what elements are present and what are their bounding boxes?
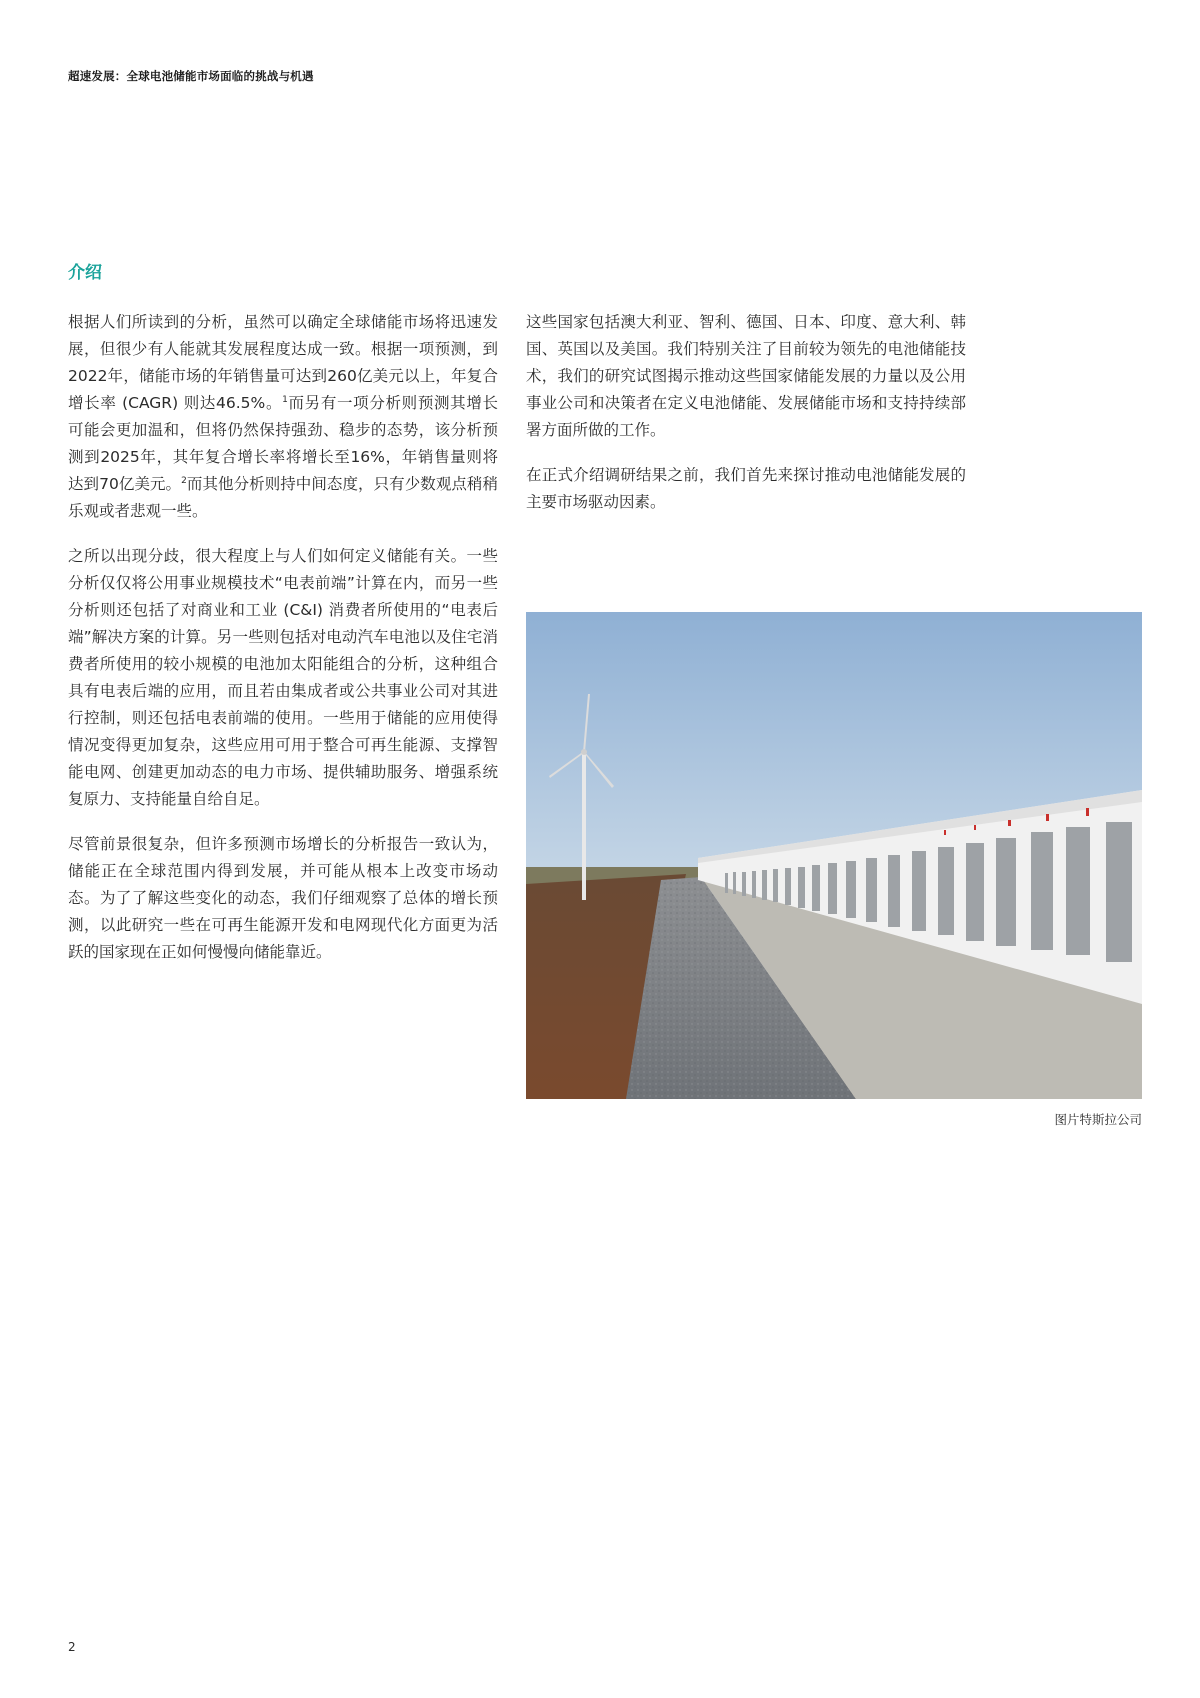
paragraph: 之所以出现分歧，很大程度上与人们如何定义储能有关。一些分析仅仅将公用事业规模技术“电表前端”计算在内，而另一些分析则还包括了对商业和工业 (C&I) 消费者所使用的“电表后端”解决方案的计算。另一些则包括对电动汽车电池以及住宅消费者所使用的较小规模的电池加太阳能组合的分析，这种组合具有电表后端的应用，而且若由集成者或公共事业公司对其进行控制，则还包括电表前端的使用。一些用于储能的应用使得情况变得更加复杂，这些应用可用于整合可再生能源、支撑智能电网、创建更加动态的电力市场、提供辅助服务、增强系统复原力、支持能量自给自足。 <box>68 547 498 808</box>
right-column <box>526 309 966 534</box>
battery-farm-photo <box>526 612 1142 1099</box>
paragraph: 根据人们所读到的分析，虽然可以确定全球储能市场将迅速发展，但很少有人能就其发展程度达成一致。根据一项预测，到2022年，储能市场的年销售量可达到260亿美元以上，年复合增长率 (CAGR) 则达46.5%。$^1$而另有一项分析则预测其增长可能会更加温和，但将仍然保持强劲、稳步的态势，该分析预测到2025年，其年复合增长率将增长至16%，年销售量则将达到70亿美元。$^2$而其他分析则持中间态度，只有少数观点稍稍乐观或者悲观一些。 <box>68 313 498 520</box>
footnote-ref[interactable]: 1 <box>282 394 288 405</box>
footnote-ref[interactable]: 2 <box>181 475 187 486</box>
paragraph: 在正式介绍调研结果之前，我们首先来探讨推动电池储能发展的主要市场驱动因素。 <box>526 466 966 511</box>
running-header: 超速发展：全球电池储能市场面临的挑战与机遇 <box>68 69 314 83</box>
photo-caption: 图片特斯拉公司 <box>1054 1112 1142 1127</box>
page-number: 2 <box>68 1640 76 1654</box>
section-heading: 介绍 <box>68 263 102 283</box>
left-column <box>68 309 498 984</box>
paragraph: 这些国家包括澳大利亚、智利、德国、日本、印度、意大利、韩国、英国以及美国。我们特别关注了目前较为领先的电池储能技术，我们的研究试图揭示推动这些国家储能发展的力量以及公用事业公司和决策者在定义电池储能、发展储能市场和支持持续部署方面所做的工作。 <box>526 313 966 439</box>
paragraph: 尽管前景很复杂，但许多预测市场增长的分析报告一致认为，储能正在全球范围内得到发展，并可能从根本上改变市场动态。为了了解这些变化的动态，我们仔细观察了总体的增长预测，以此研究一些在可再生能源开发和电网现代化方面更为活跃的国家现在正如何慢慢向储能靠近。 <box>68 835 498 961</box>
